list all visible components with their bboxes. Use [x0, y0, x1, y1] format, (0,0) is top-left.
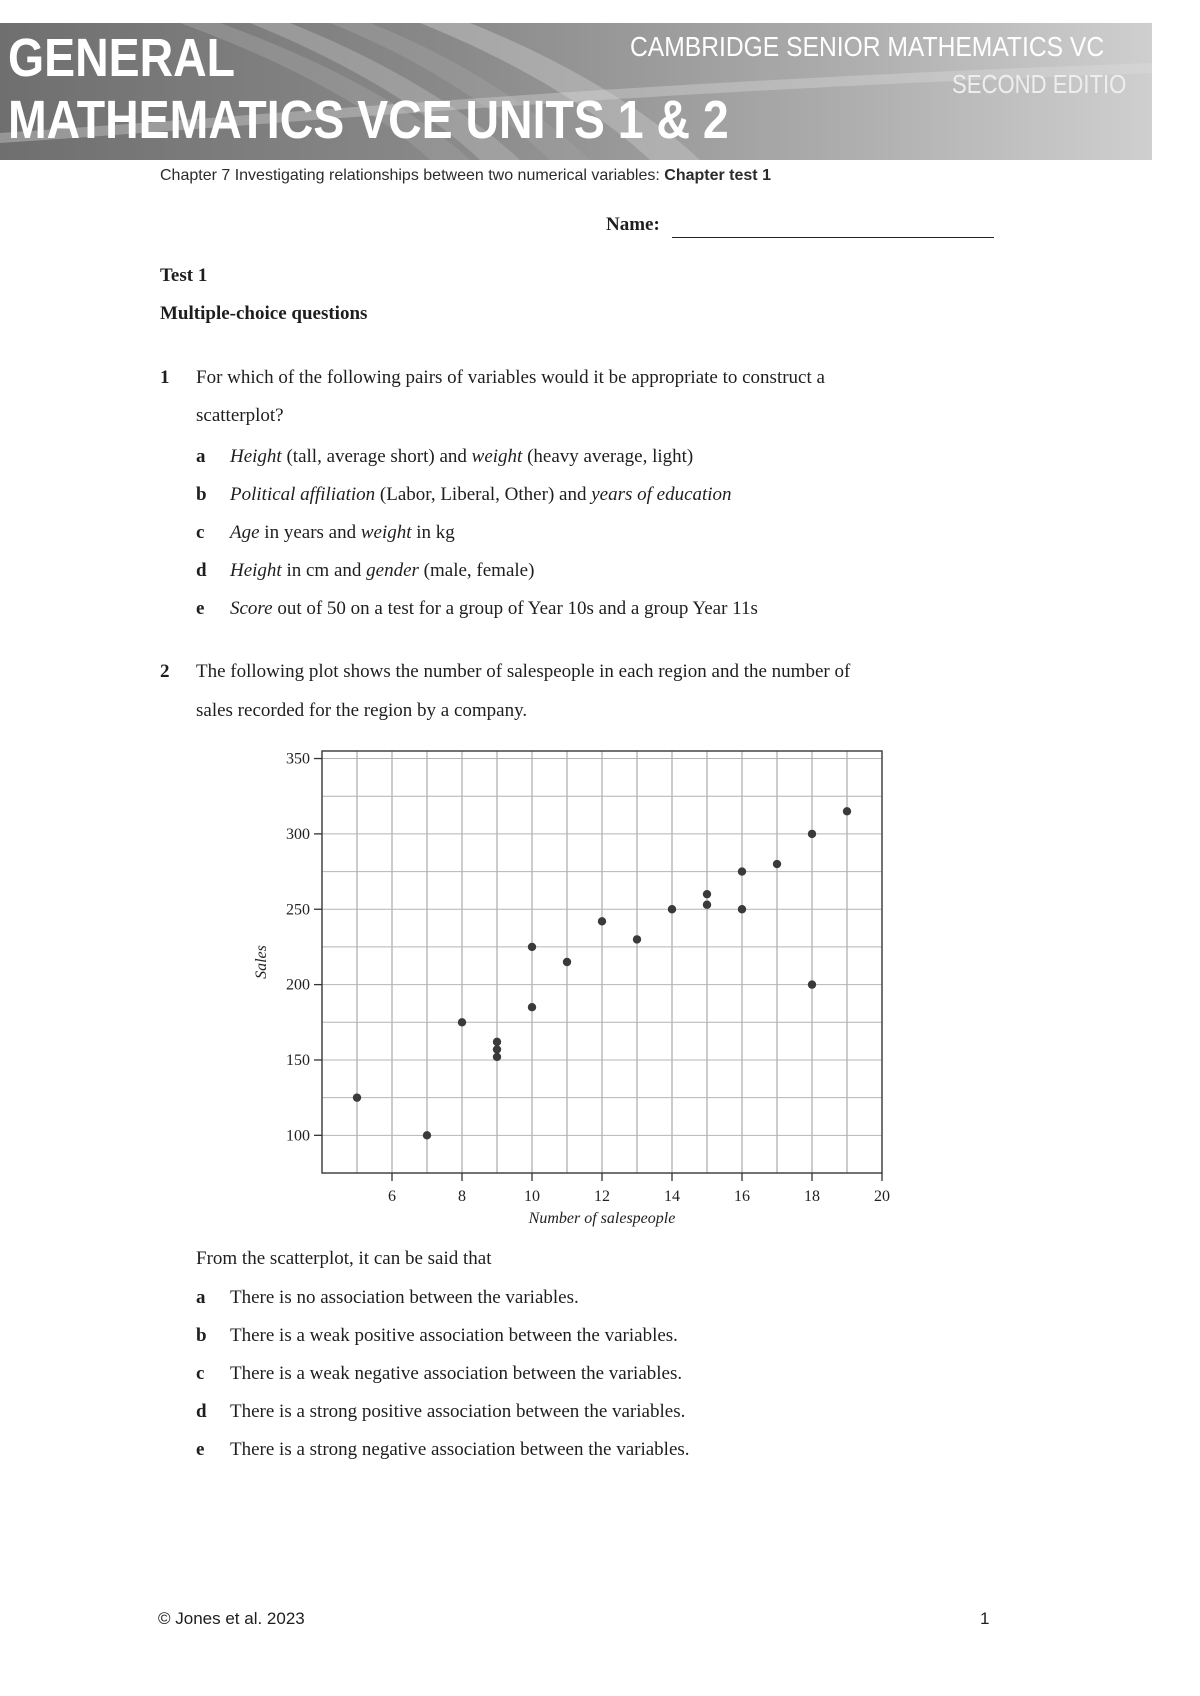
y-tick-label: 250 [286, 901, 310, 919]
data-point [773, 860, 781, 868]
banner-series-name: CAMBRIDGE SENIOR MATHEMATICS VC [630, 31, 1105, 62]
x-tick-label: 6 [388, 1188, 396, 1205]
y-tick-label: 200 [286, 976, 310, 994]
x-tick-label: 16 [734, 1188, 750, 1205]
data-point [493, 1045, 501, 1053]
option-letter: d [196, 560, 207, 581]
data-point [353, 1093, 361, 1101]
data-point [843, 807, 851, 815]
question-number: 1 [160, 367, 170, 388]
name-label: Name: [606, 214, 660, 235]
data-point [563, 958, 571, 966]
option-text: There is a weak positive association between the variables. [230, 1325, 678, 1346]
data-point [738, 867, 746, 875]
option-text: Height in cm and gender (male, female) [230, 560, 535, 581]
data-point [633, 935, 641, 943]
option-text: There is no association between the variables. [230, 1287, 579, 1308]
question-number: 2 [160, 661, 170, 682]
option-text: There is a strong positive association between the variables. [230, 1401, 686, 1422]
banner-edition: SECOND EDITIO [952, 69, 1127, 99]
data-point [703, 890, 711, 898]
option-text: There is a weak negative association between the variables. [230, 1363, 683, 1384]
y-tick-label: 100 [286, 1127, 310, 1145]
option-letter: e [196, 598, 205, 619]
question-text: For which of the following pairs of variables would it be appropriate to construct a [196, 367, 825, 388]
header-banner [0, 23, 1152, 160]
page-number: 1 [980, 1609, 990, 1628]
section-title: Multiple-choice questions [160, 303, 368, 324]
option-text: Score out of 50 on a test for a group of Year 10s and a group Year 11s [230, 598, 758, 619]
option-letter: e [196, 1439, 205, 1460]
x-tick-label: 18 [804, 1188, 820, 1205]
option-text: Height (tall, average short) and weight (heavy average, light) [230, 446, 694, 467]
data-point [458, 1018, 466, 1026]
banner-title-line2: MATHEMATICS VCE UNITS 1 & 2 [8, 90, 729, 150]
y-axis-label: Sales [253, 945, 270, 979]
data-point [598, 917, 606, 925]
y-tick-label: 300 [286, 825, 310, 843]
data-point [493, 1053, 501, 1061]
banner-title-line1: GENERAL [8, 28, 236, 88]
data-point [528, 943, 536, 951]
x-tick-label: 8 [458, 1188, 466, 1205]
question-text: From the scatterplot, it can be said that [196, 1248, 492, 1269]
data-point [668, 905, 676, 913]
x-tick-label: 12 [594, 1188, 610, 1205]
y-tick-label: 150 [286, 1051, 310, 1069]
data-point [493, 1038, 501, 1046]
option-letter: b [196, 1325, 207, 1346]
option-letter: c [196, 1363, 205, 1384]
data-point [703, 901, 711, 909]
data-point [528, 1003, 536, 1011]
x-tick-label: 20 [874, 1188, 890, 1205]
scatterplot [230, 735, 910, 1235]
data-point [423, 1131, 431, 1139]
question-text: scatterplot? [196, 405, 284, 426]
question-text: sales recorded for the region by a company. [196, 700, 528, 721]
test-title: Test 1 [160, 265, 208, 286]
chapter-title: Chapter 7 Investigating relationships between two numerical variables: [160, 167, 665, 184]
data-point [808, 830, 816, 838]
option-letter: a [196, 446, 206, 467]
option-letter: c [196, 522, 205, 543]
question-text: The following plot shows the number of salespeople in each region and the number of [196, 661, 851, 682]
option-text: Political affiliation (Labor, Liberal, Other) and years of education [230, 484, 732, 505]
y-tick-label: 350 [286, 750, 310, 768]
option-letter: b [196, 484, 207, 505]
option-text: Age in years and weight in kg [230, 522, 455, 543]
x-axis-label: Number of salespeople [528, 1210, 676, 1227]
data-point [808, 980, 816, 988]
name-field-line[interactable] [672, 237, 994, 238]
chapter-test-label: Chapter test 1 [664, 167, 771, 184]
x-tick-label: 10 [524, 1188, 540, 1205]
option-text: There is a strong negative association between the variables. [230, 1439, 690, 1460]
copyright: © Jones et al. 2023 [158, 1609, 305, 1628]
x-tick-label: 14 [664, 1188, 680, 1205]
option-letter: a [196, 1287, 206, 1308]
data-point [738, 905, 746, 913]
chapter-heading [160, 167, 771, 185]
option-letter: d [196, 1401, 207, 1422]
